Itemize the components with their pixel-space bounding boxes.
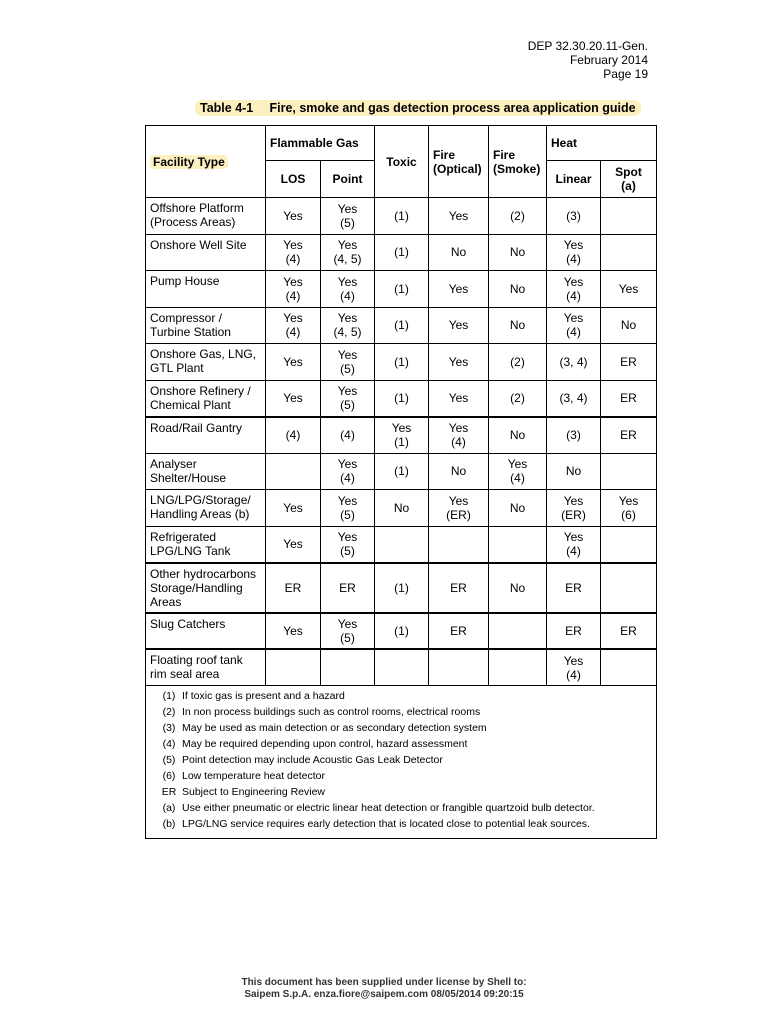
linear-cell: Yes (4) [547, 526, 601, 563]
facility-cell: Floating roof tank rim seal area [146, 649, 266, 686]
note-item [156, 784, 656, 800]
facility-cell: Compressor / Turbine Station [146, 307, 266, 344]
spot-cell [601, 453, 657, 490]
fire-smoke-cell: (2) [489, 344, 547, 381]
toxic-cell: Yes (1) [375, 417, 429, 454]
facility-cell: Onshore Gas, LNG, GTL Plant [146, 344, 266, 381]
spot-cell: ER [601, 380, 657, 417]
toxic-cell [375, 649, 429, 686]
toxic-cell: (1) [375, 453, 429, 490]
point-cell: Yes (4) [321, 453, 375, 490]
point-cell: Yes (4, 5) [321, 307, 375, 344]
linear-cell: (3) [547, 417, 601, 454]
point-header: Point [321, 161, 375, 198]
license-line-2: Saipem S.p.A. enza.fiore@saipem.com 08/05/2014 09:20:15 [244, 989, 524, 1000]
fire-optical-cell [429, 526, 489, 563]
spot-cell [601, 649, 657, 686]
los-cell: Yes (4) [266, 234, 321, 271]
note-key: (b) [162, 818, 176, 830]
license-line-1: This document has been supplied under license by Shell to: [241, 977, 527, 988]
fire-smoke-cell: No [489, 307, 547, 344]
fire-optical-cell: Yes (ER) [429, 490, 489, 527]
linear-cell: (3) [547, 198, 601, 235]
spot-cell: Yes [601, 271, 657, 308]
table-row [146, 380, 657, 417]
facility-cell: Onshore Well Site [146, 234, 266, 271]
detection-table [145, 125, 657, 839]
note-key: (5) [162, 754, 176, 766]
note-text: May be required depending upon control, hazard assessment [182, 738, 468, 750]
spot-cell [601, 526, 657, 563]
linear-header: Linear [547, 161, 601, 198]
page-header [528, 39, 648, 81]
fire-optical-cell: ER [429, 613, 489, 650]
toxic-cell: (1) [375, 307, 429, 344]
spot-header: Spot (a) [601, 161, 657, 198]
table-row [146, 271, 657, 308]
spot-cell: Yes (6) [601, 490, 657, 527]
los-cell: Yes [266, 613, 321, 650]
note-item [156, 768, 656, 784]
note-text: LPG/LNG service requires early detection that is located close to potential leak sources. [182, 818, 590, 830]
note-key: (1) [162, 690, 176, 702]
note-text: If toxic gas is present and a hazard [182, 690, 345, 702]
fire-optical-cell: Yes [429, 344, 489, 381]
facility-cell: Offshore Platform (Process Areas) [146, 198, 266, 235]
table-row [146, 453, 657, 490]
fire-optical-header: Fire (Optical) [429, 126, 489, 198]
linear-cell: Yes (4) [547, 271, 601, 308]
fire-optical-cell: No [429, 453, 489, 490]
point-cell: ER [321, 563, 375, 613]
point-cell: Yes (5) [321, 526, 375, 563]
linear-cell: (3, 4) [547, 380, 601, 417]
los-cell: Yes [266, 380, 321, 417]
facility-cell: Slug Catchers [146, 613, 266, 650]
note-text: Point detection may include Acoustic Gas Leak Detector [182, 754, 443, 766]
note-key: (6) [162, 770, 176, 782]
spot-cell: ER [601, 613, 657, 650]
facility-cell: Other hydrocarbons Storage/Handling Areas [146, 563, 266, 613]
fire-optical-cell: No [429, 234, 489, 271]
note-text: Subject to Engineering Review [182, 786, 326, 798]
fire-smoke-cell: No [489, 417, 547, 454]
facility-type-header: Facility Type [146, 126, 266, 198]
linear-cell: ER [547, 613, 601, 650]
spot-cell [601, 563, 657, 613]
note-item [156, 736, 656, 752]
los-cell: ER [266, 563, 321, 613]
spot-cell [601, 198, 657, 235]
fire-optical-cell: Yes [429, 380, 489, 417]
facility-cell: Onshore Refinery / Chemical Plant [146, 380, 266, 417]
note-item [156, 752, 656, 768]
fire-smoke-cell: No [489, 271, 547, 308]
license-footer [0, 977, 768, 1001]
fire-smoke-cell: No [489, 234, 547, 271]
spot-cell: No [601, 307, 657, 344]
linear-cell: Yes (4) [547, 649, 601, 686]
point-cell: Yes (5) [321, 490, 375, 527]
point-cell: (4) [321, 417, 375, 454]
toxic-cell: (1) [375, 198, 429, 235]
note-key: (2) [162, 706, 176, 718]
fire-smoke-cell [489, 613, 547, 650]
fire-smoke-cell: No [489, 563, 547, 613]
fire-optical-cell: Yes [429, 198, 489, 235]
point-cell [321, 649, 375, 686]
fire-optical-cell: Yes (4) [429, 417, 489, 454]
linear-cell: ER [547, 563, 601, 613]
fire-smoke-cell [489, 649, 547, 686]
table-row [146, 234, 657, 271]
los-header: LOS [266, 161, 321, 198]
fire-smoke-cell: (2) [489, 198, 547, 235]
point-cell: Yes (4, 5) [321, 234, 375, 271]
los-cell [266, 649, 321, 686]
linear-cell: Yes (ER) [547, 490, 601, 527]
table-row [146, 344, 657, 381]
table-row [146, 307, 657, 344]
point-cell: Yes (5) [321, 344, 375, 381]
table-row [146, 649, 657, 686]
note-text: Low temperature heat detector [182, 770, 326, 782]
table-row [146, 490, 657, 527]
heat-header: Heat [547, 126, 657, 161]
los-cell [266, 453, 321, 490]
fire-smoke-cell: (2) [489, 380, 547, 417]
note-key: ER [161, 786, 177, 798]
note-item [156, 800, 656, 816]
point-cell: Yes (5) [321, 380, 375, 417]
note-item [156, 688, 656, 704]
los-cell: Yes [266, 198, 321, 235]
fire-smoke-header: Fire (Smoke) [489, 126, 547, 198]
doc-date: February 2014 [569, 53, 648, 67]
table-number: Table 4-1 [200, 101, 254, 115]
los-cell: Yes [266, 344, 321, 381]
spot-cell [601, 234, 657, 271]
facility-cell: Analyser Shelter/House [146, 453, 266, 490]
toxic-cell [375, 526, 429, 563]
table-title: Fire, smoke and gas detection process area application guide [269, 101, 636, 115]
fire-smoke-cell: Yes (4) [489, 453, 547, 490]
fire-optical-cell: Yes [429, 307, 489, 344]
table-row [146, 417, 657, 454]
linear-cell: Yes (4) [547, 307, 601, 344]
table-caption [195, 100, 641, 116]
table-row [146, 613, 657, 650]
toxic-cell: (1) [375, 344, 429, 381]
note-text: In non process buildings such as control rooms, electrical rooms [182, 706, 481, 718]
note-item [156, 704, 656, 720]
point-cell: Yes (5) [321, 613, 375, 650]
note-item [156, 720, 656, 736]
los-cell: Yes [266, 526, 321, 563]
toxic-cell: (1) [375, 563, 429, 613]
fire-optical-cell: ER [429, 563, 489, 613]
fire-optical-cell: Yes [429, 271, 489, 308]
toxic-cell: (1) [375, 234, 429, 271]
fire-optical-cell [429, 649, 489, 686]
fire-smoke-cell: No [489, 490, 547, 527]
page-number: Page 19 [603, 67, 648, 81]
doc-id: DEP 32.30.20.11-Gen. [527, 39, 648, 53]
facility-cell: Pump House [146, 271, 266, 308]
table-row [146, 198, 657, 235]
point-cell: Yes (4) [321, 271, 375, 308]
note-key: (3) [162, 722, 176, 734]
fire-smoke-cell [489, 526, 547, 563]
los-cell: Yes (4) [266, 307, 321, 344]
facility-cell: LNG/LPG/Storage/ Handling Areas (b) [146, 490, 266, 527]
spot-cell: ER [601, 344, 657, 381]
table-row [146, 563, 657, 613]
toxic-cell: (1) [375, 613, 429, 650]
note-key: (4) [162, 738, 176, 750]
toxic-cell: (1) [375, 380, 429, 417]
linear-cell: (3, 4) [547, 344, 601, 381]
note-text: Use either pneumatic or electric linear heat detection or frangible quartzoid bulb detector. [182, 802, 595, 814]
los-cell: Yes [266, 490, 321, 527]
los-cell: (4) [266, 417, 321, 454]
note-item [156, 816, 656, 832]
facility-cell: Refrigerated LPG/LNG Tank [146, 526, 266, 563]
table-notes [146, 686, 657, 839]
note-text: May be used as main detection or as secondary detection system [182, 722, 487, 734]
note-key: (a) [162, 802, 176, 814]
toxic-header: Toxic [375, 126, 429, 198]
notes-row [146, 686, 657, 839]
toxic-cell: No [375, 490, 429, 527]
spot-cell: ER [601, 417, 657, 454]
toxic-cell: (1) [375, 271, 429, 308]
table-row [146, 526, 657, 563]
linear-cell: Yes (4) [547, 234, 601, 271]
point-cell: Yes (5) [321, 198, 375, 235]
flammable-gas-header: Flammable Gas [266, 126, 375, 161]
facility-cell: Road/Rail Gantry [146, 417, 266, 454]
linear-cell: No [547, 453, 601, 490]
los-cell: Yes (4) [266, 271, 321, 308]
